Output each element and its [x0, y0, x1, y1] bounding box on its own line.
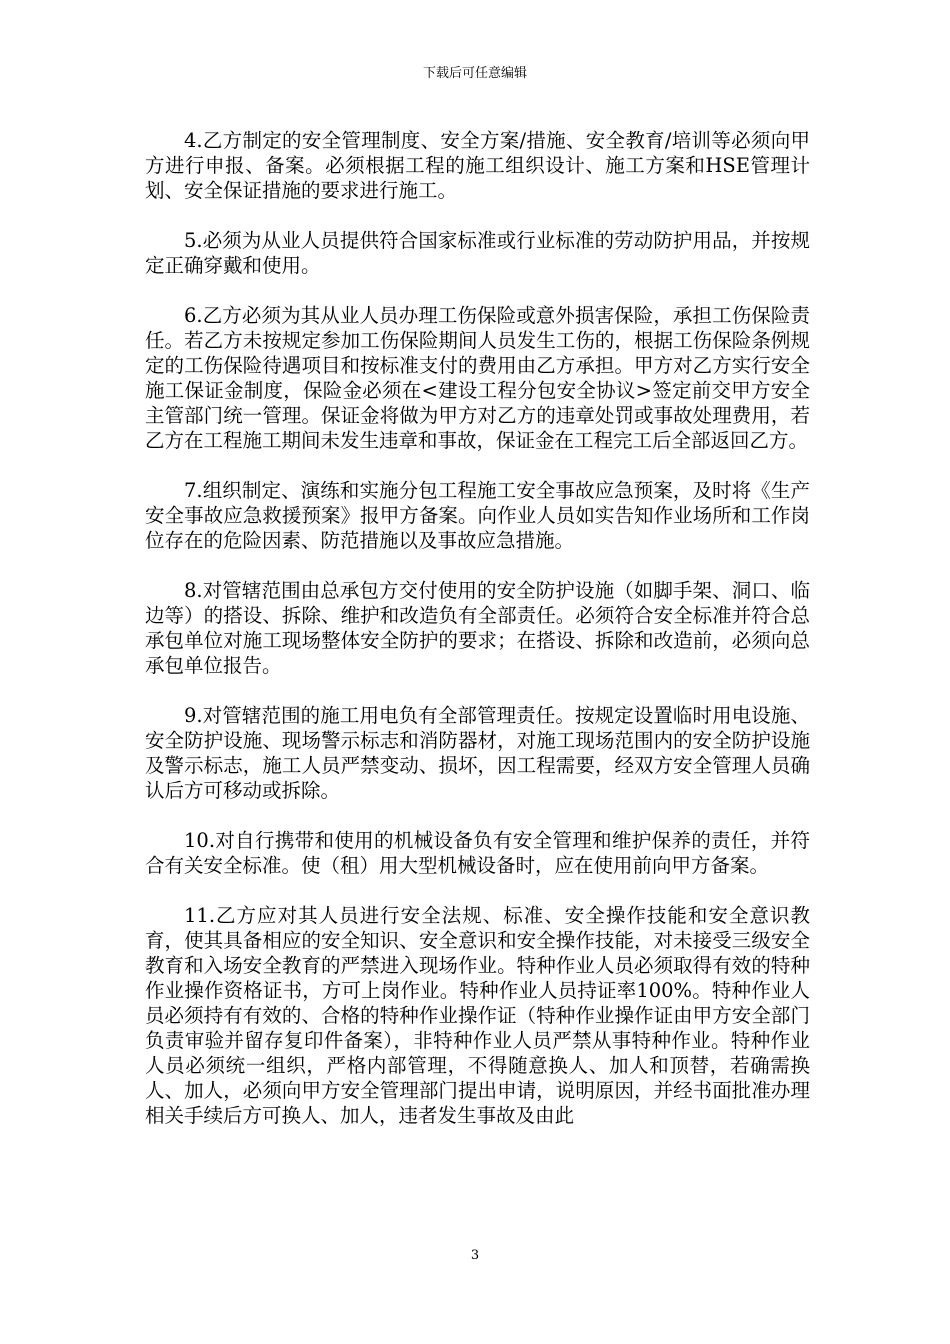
clause-8: 8.对管辖范围由总承包方交付使用的安全防护设施（如脚手架、洞口、临边等）的搭设、拆除、维护和改造负有全部责任。必须符合安全标准并符合总承包单位对施工现场整体安全防护的要求；在搭设、拆除和改造前，必须向总承包单位报告。 — [145, 579, 810, 677]
clause-4: 4.乙方制定的安全管理制度、安全方案/措施、安全教育/培训等必须向甲方进行申报、备案。必须根据工程的施工组织设计、施工方案和HSE管理计划、安全保证措施的要求进行施工。 — [145, 129, 810, 202]
clause-5: 5.必须为从业人员提供符合国家标准或行业标准的劳动防护用品，并按规定正确穿戴和使用。 — [145, 229, 810, 277]
clause-6: 6.乙方必须为其从业人员办理工伤保险或意外损害保险，承担工伤保险责任。若乙方未按规定参加工伤保险期间人员发生工伤的，根据工伤保险条例规定的工伤保险待遇项目和按标准支付的费用由乙方承担。甲方对乙方实行安全施工保证金制度，保险金必须在<建设工程分包安全协议>签定前交甲方安全主管部门统一管理。保证金将做为甲方对乙方的违章处罚或事故处理费用，若乙方在工程施工期间未发生违章和事故，保证金在工程完工后全部返回乙方。 — [145, 304, 810, 452]
clause-9: 9.对管辖范围的施工用电负有全部管理责任。按规定设置临时用电设施、安全防护设施、现场警示标志和消防器材，对施工现场范围内的安全防护设施及警示标志，施工人员严禁变动、损坏，因工程需要，经双方安全管理人员确认后方可移动或拆除。 — [145, 704, 810, 802]
clause-7: 7.组织制定、演练和实施分包工程施工安全事故应急预案，及时将《生产安全事故应急救援预案》报甲方备案。向作业人员如实告知作业场所和工作岗位存在的危险因素、防范措施以及事故应急措施。 — [145, 479, 810, 552]
document-body — [145, 128, 810, 1153]
page-number: 3 — [470, 1248, 480, 1263]
clause-10: 10.对自行携带和使用的机械设备负有安全管理和维护保养的责任，并符合有关安全标准。使（租）用大型机械设备时，应在使用前向甲方备案。 — [145, 829, 810, 877]
clause-11: 11.乙方应对其人员进行安全法规、标准、安全操作技能和安全意识教育，使其具备相应的安全知识、安全意识和安全操作技能，对未接受三级安全教育和入场安全教育的严禁进入现场作业。特种作业人员必须取得有效的特种作业操作资格证书，方可上岗作业。特种作业人员持证率100%。特种作业人员必须持有有效的、合格的特种作业操作证（特种作业操作证由甲方安全部门负责审验并留存复印件备案），非特种作业人员严禁从事特种作业。特种作业人员必须统一组织，严格内部管理，不得随意换人、加人和顶替，若确需换人、加人，必须向甲方安全管理部门提出申请，说明原因，并经书面批准办理相关手续后方可换人、加人，违者发生事故及由此 — [145, 904, 810, 1127]
page-header: 下载后可任意编辑 — [422, 66, 527, 81]
